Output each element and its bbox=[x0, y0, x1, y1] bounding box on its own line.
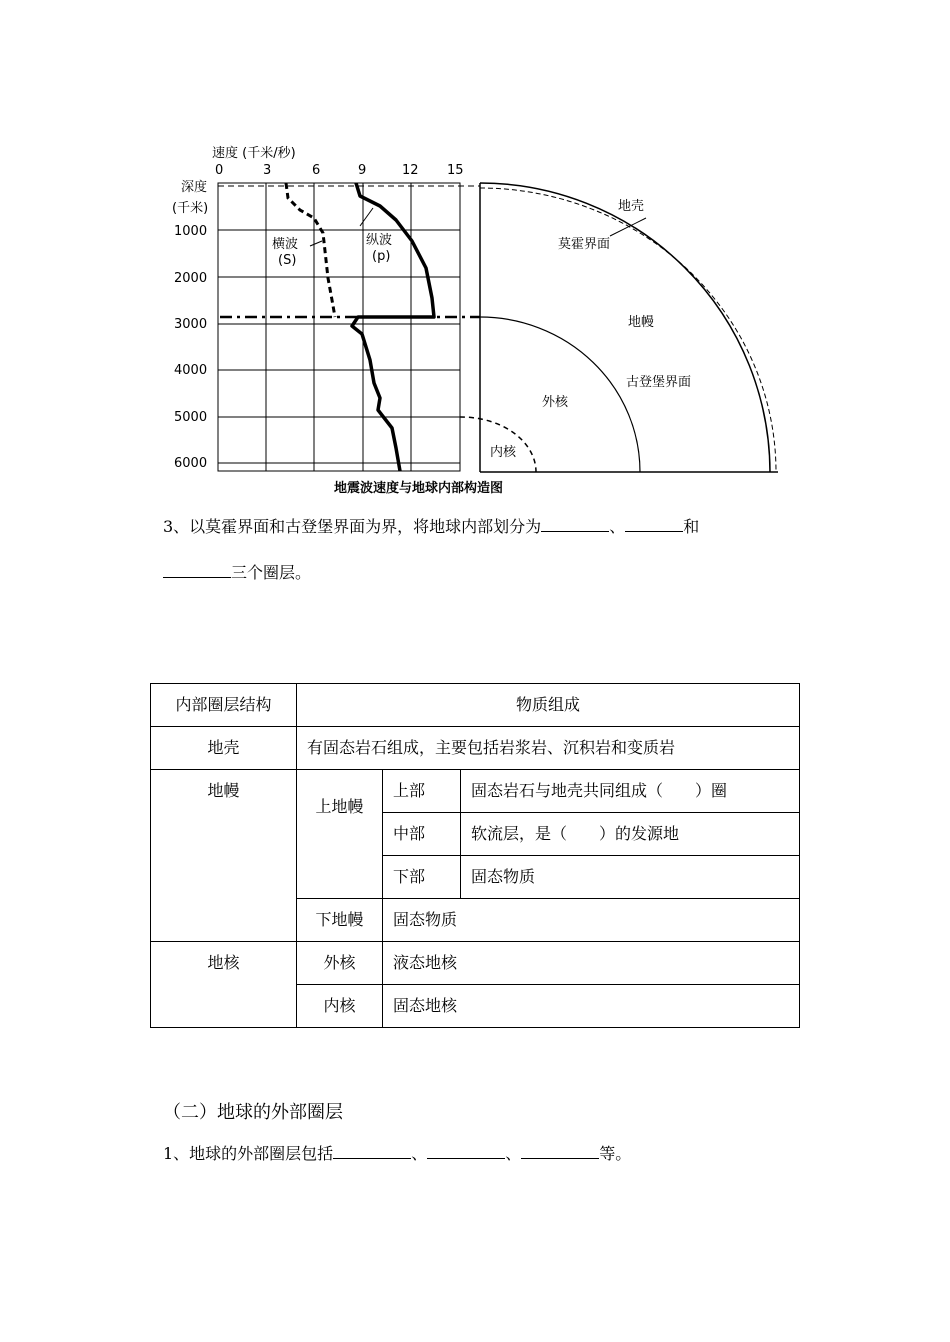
depth-tick: 5000 bbox=[174, 410, 208, 425]
answer-blank[interactable] bbox=[521, 1144, 599, 1159]
part-desc: 固态物质 bbox=[461, 856, 800, 899]
layer-desc: 有固态岩石组成，主要包括岩浆岩、沉积岩和变质岩 bbox=[297, 727, 800, 770]
p-wave-pointer bbox=[360, 208, 373, 226]
depth-axis-unit: (千米) bbox=[172, 201, 209, 216]
layer-name: 地壳 bbox=[151, 727, 297, 770]
part-name: 下部 bbox=[383, 856, 461, 899]
question-3-cont bbox=[163, 562, 311, 584]
table-row bbox=[151, 727, 800, 770]
separator: 、 bbox=[411, 1144, 428, 1163]
part-desc: 固态岩石与地壳共同组成（ ）圈 bbox=[461, 770, 800, 813]
label-gutenberg: 古登堡界面 bbox=[626, 375, 692, 390]
layer-name: 地幔 bbox=[151, 770, 297, 942]
part-name: 上部 bbox=[383, 770, 461, 813]
label-outer-core: 外核 bbox=[542, 395, 569, 410]
depth-tick: 4000 bbox=[174, 363, 208, 378]
answer-blank[interactable] bbox=[427, 1144, 505, 1159]
velocity-grid bbox=[218, 183, 460, 471]
part-name: 中部 bbox=[383, 813, 461, 856]
separator: 、 bbox=[609, 517, 626, 536]
earth-layers-table bbox=[150, 683, 800, 1028]
section2-question-1 bbox=[163, 1143, 631, 1165]
figure-caption: 地震波速度与地球内部构造图 bbox=[334, 481, 504, 496]
depth-tick: 2000 bbox=[174, 271, 208, 286]
header-cell: 内部圈层结构 bbox=[151, 684, 297, 727]
layer-name: 地核 bbox=[151, 942, 297, 1028]
depth-tick: 1000 bbox=[174, 224, 208, 239]
label-inner-core: 内核 bbox=[490, 445, 517, 460]
seismic-wave-figure bbox=[160, 138, 790, 500]
table-row bbox=[151, 684, 800, 727]
label-moho: 莫霍界面 bbox=[558, 237, 611, 252]
label-crust: 地壳 bbox=[618, 199, 645, 214]
question-3-tail: 三个圈层。 bbox=[231, 563, 312, 582]
answer-blank[interactable] bbox=[333, 1144, 411, 1159]
sublayer-name: 上地幔 bbox=[297, 770, 383, 899]
speed-tick: 15 bbox=[447, 163, 464, 178]
sublayer-name: 内核 bbox=[297, 985, 383, 1028]
p-wave-symbol: (p) bbox=[372, 249, 391, 264]
earth-structure-diagram bbox=[460, 183, 778, 472]
speed-tick: 6 bbox=[312, 163, 321, 178]
s-wave-pointer bbox=[310, 241, 322, 246]
table-row bbox=[151, 770, 800, 813]
speed-tick: 3 bbox=[263, 163, 272, 178]
label-mantle: 地幔 bbox=[628, 315, 655, 330]
depth-axis-title: 深度 bbox=[181, 180, 208, 195]
p-wave-curve bbox=[352, 183, 434, 471]
question-3 bbox=[163, 516, 699, 538]
answer-blank[interactable] bbox=[625, 517, 683, 532]
answer-blank[interactable] bbox=[541, 517, 609, 532]
part-desc: 软流层，是（ ）的发源地 bbox=[461, 813, 800, 856]
s-wave-symbol: (S) bbox=[278, 253, 297, 268]
depth-tick: 3000 bbox=[174, 317, 208, 332]
p-wave-label: 纵波 bbox=[366, 233, 393, 248]
question-text: 1、地球的外部圈层包括 bbox=[163, 1144, 334, 1163]
separator: 、 bbox=[505, 1144, 522, 1163]
question-tail: 等。 bbox=[599, 1144, 632, 1163]
header-cell: 物质组成 bbox=[297, 684, 800, 727]
speed-tick: 9 bbox=[358, 163, 367, 178]
sublayer-name: 下地幔 bbox=[297, 899, 383, 942]
answer-blank[interactable] bbox=[163, 563, 231, 578]
speed-axis-title: 速度 (千米/秒) bbox=[212, 146, 296, 161]
sublayer-desc: 固态物质 bbox=[383, 899, 800, 942]
depth-tick: 6000 bbox=[174, 456, 208, 471]
speed-tick: 12 bbox=[402, 163, 419, 178]
section-heading: （二）地球的外部圈层 bbox=[163, 1102, 343, 1123]
question-3-text: 3、以莫霍界面和古登堡界面为界，将地球内部划分为 bbox=[163, 517, 542, 536]
sublayer-name: 外核 bbox=[297, 942, 383, 985]
conjunction: 和 bbox=[683, 517, 700, 536]
sublayer-desc: 固态地核 bbox=[383, 985, 800, 1028]
s-wave-label: 横波 bbox=[272, 237, 299, 252]
table-row bbox=[151, 942, 800, 985]
speed-tick: 0 bbox=[215, 163, 224, 178]
sublayer-desc: 液态地核 bbox=[383, 942, 800, 985]
